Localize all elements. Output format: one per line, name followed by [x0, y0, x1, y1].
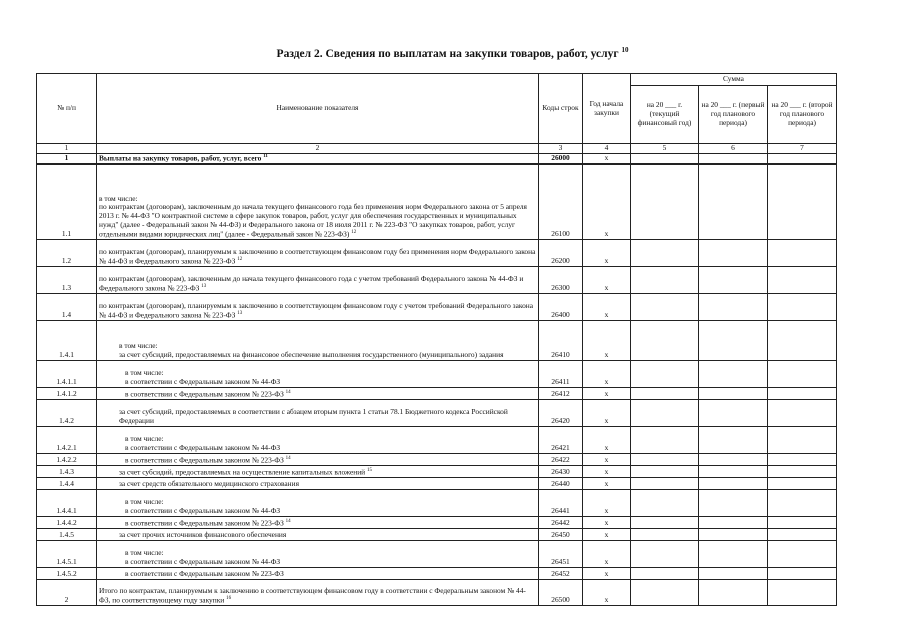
- table-row: [37, 489, 837, 516]
- row-name-text: в соответствии с Федеральным законом № 223-ФЗ: [125, 568, 284, 578]
- row-number: 1.4.4.1: [37, 489, 97, 516]
- row-code: 26421: [539, 426, 583, 453]
- row-code: 26100: [539, 164, 583, 239]
- table-row: [37, 465, 837, 477]
- sum-current-year-cell: [631, 516, 699, 528]
- row-name: [97, 360, 539, 387]
- table-row: [37, 540, 837, 567]
- row-number: 1.4.4.2: [37, 516, 97, 528]
- row-code: 26422: [539, 453, 583, 465]
- row-code: 26500: [539, 579, 583, 605]
- row-name: [97, 477, 539, 489]
- row-year-mark: x: [583, 477, 631, 489]
- sum-first-plan-year-cell: [699, 579, 768, 605]
- row-year-mark: x: [583, 154, 631, 165]
- sum-current-year-cell: [631, 567, 699, 579]
- section-title-text: Раздел 2. Сведения по выплатам на закупки товаров, работ, услуг: [276, 47, 619, 60]
- row-code: 26400: [539, 293, 583, 320]
- header-code: Коды строк: [539, 74, 583, 144]
- row-name-text: в соответствии с Федеральным законом № 44-ФЗ: [125, 505, 281, 515]
- sum-second-plan-year-cell: [768, 387, 837, 399]
- row-footnote: 16: [226, 595, 232, 601]
- sum-second-plan-year-cell: [768, 426, 837, 453]
- table-row: [37, 239, 837, 266]
- row-number: 1.4.1: [37, 320, 97, 360]
- row-footnote: 13: [201, 283, 207, 289]
- sum-first-plan-year-cell: [699, 540, 768, 567]
- sum-first-plan-year-cell: [699, 489, 768, 516]
- row-footnote: 14: [285, 389, 291, 395]
- sum-current-year-cell: [631, 540, 699, 567]
- row-name: [97, 567, 539, 579]
- sum-first-plan-year-cell: [699, 387, 768, 399]
- sum-second-plan-year-cell: [768, 567, 837, 579]
- row-number: 2: [37, 579, 97, 605]
- row-year-mark: x: [583, 387, 631, 399]
- row-footnote: 14: [285, 455, 291, 461]
- header-col5: на 20 ___ г. (текущий финансовый год): [631, 86, 699, 144]
- row-footnote: 14: [285, 518, 291, 524]
- colnum: 7: [768, 144, 837, 154]
- row-number: 1.4.1.2: [37, 387, 97, 399]
- row-name: [97, 164, 539, 239]
- row-name-text: Выплаты на закупку товаров, работ, услуг, всего: [99, 153, 262, 163]
- row-prefix: в том числе:: [99, 193, 138, 203]
- header-col6: на 20 ___ г. (первый год планового периода): [699, 86, 768, 144]
- row-year-mark: x: [583, 293, 631, 320]
- row-name: [97, 453, 539, 465]
- table-row: [37, 528, 837, 540]
- row-code: 26440: [539, 477, 583, 489]
- sum-second-plan-year-cell: [768, 540, 837, 567]
- table-row: [37, 579, 837, 605]
- row-year-mark: x: [583, 426, 631, 453]
- row-code: 26412: [539, 387, 583, 399]
- row-name-text: в соответствии с Федеральным законом № 223-ФЗ: [125, 454, 284, 464]
- sum-second-plan-year-cell: [768, 399, 837, 426]
- sum-first-plan-year-cell: [699, 567, 768, 579]
- sum-current-year-cell: [631, 528, 699, 540]
- row-footnote: 15: [366, 467, 372, 473]
- sum-current-year-cell: [631, 239, 699, 266]
- row-prefix: в том числе:: [125, 548, 164, 558]
- row-year-mark: x: [583, 360, 631, 387]
- row-name: [97, 579, 539, 605]
- sum-second-plan-year-cell: [768, 453, 837, 465]
- row-number: 1: [37, 154, 97, 165]
- row-name: [97, 489, 539, 516]
- sum-first-plan-year-cell: [699, 239, 768, 266]
- row-name-text: Итого по контрактам, планируемым к заключению в соответствующем финансовом году в соответствии с Федеральным законом № 44-ФЗ, по соответствующему году закупки: [99, 585, 526, 604]
- row-name: [97, 387, 539, 399]
- row-name: [97, 154, 539, 165]
- row-name-text: в соответствии с Федеральным законом № 44-ФЗ: [125, 376, 281, 386]
- table-row: [37, 399, 837, 426]
- sum-second-plan-year-cell: [768, 489, 837, 516]
- colnum: 4: [583, 144, 631, 154]
- row-year-mark: x: [583, 567, 631, 579]
- table-row: [37, 453, 837, 465]
- sum-first-plan-year-cell: [699, 516, 768, 528]
- sum-current-year-cell: [631, 360, 699, 387]
- row-number: 1.4.2.1: [37, 426, 97, 453]
- row-year-mark: x: [583, 164, 631, 239]
- sum-current-year-cell: [631, 477, 699, 489]
- row-name: [97, 239, 539, 266]
- sum-current-year-cell: [631, 320, 699, 360]
- row-code: 26451: [539, 540, 583, 567]
- row-code: 26441: [539, 489, 583, 516]
- row-year-mark: x: [583, 239, 631, 266]
- row-year-mark: x: [583, 320, 631, 360]
- table-row: [37, 360, 837, 387]
- sum-current-year-cell: [631, 164, 699, 239]
- row-code: 26452: [539, 567, 583, 579]
- row-name-text: по контрактам (договорам), планируемым к заключению в соответствующем финансовом году без применения норм Федерального закона № 44-ФЗ и Федерального закона № 223-ФЗ: [99, 246, 536, 265]
- row-year-mark: x: [583, 453, 631, 465]
- table-row: [37, 567, 837, 579]
- sum-second-plan-year-cell: [768, 465, 837, 477]
- sum-first-plan-year-cell: [699, 293, 768, 320]
- sum-second-plan-year-cell: [768, 266, 837, 293]
- table-row: [37, 320, 837, 360]
- table-row: [37, 293, 837, 320]
- row-name-text: за счет субсидий, предоставляемых на осуществление капитальных вложений: [119, 466, 366, 476]
- row-year-mark: x: [583, 399, 631, 426]
- sum-first-plan-year-cell: [699, 426, 768, 453]
- row-code: 26420: [539, 399, 583, 426]
- row-name-text: за счет субсидий, предоставляемых в соответствии с абзацем вторым пункта 1 статьи 78.1 Бюджетного кодекса Российской Федерации: [119, 407, 508, 425]
- sum-current-year-cell: [631, 453, 699, 465]
- row-prefix: в том числе:: [119, 341, 158, 351]
- header-name: Наименование показателя: [97, 74, 539, 144]
- sum-second-plan-year-cell: [768, 360, 837, 387]
- table-row: [37, 426, 837, 453]
- row-name-text: в соответствии с Федеральным законом № 223-ФЗ: [125, 517, 284, 527]
- row-name: [97, 528, 539, 540]
- row-number: 1.4.5.1: [37, 540, 97, 567]
- table-row: [37, 387, 837, 399]
- colnum: 1: [37, 144, 97, 154]
- sum-current-year-cell: [631, 579, 699, 605]
- row-name-text: в соответствии с Федеральным законом № 44-ФЗ: [125, 556, 281, 566]
- sum-second-plan-year-cell: [768, 320, 837, 360]
- table-row: [37, 164, 837, 239]
- sum-first-plan-year-cell: [699, 453, 768, 465]
- sum-current-year-cell: [631, 266, 699, 293]
- row-name: [97, 399, 539, 426]
- header-year: Год начала закупки: [583, 74, 631, 144]
- sum-first-plan-year-cell: [699, 320, 768, 360]
- row-name-text: в соответствии с Федеральным законом № 223-ФЗ: [125, 388, 284, 398]
- row-number: 1.4.1.1: [37, 360, 97, 387]
- row-number: 1.4.5: [37, 528, 97, 540]
- table-row: [37, 266, 837, 293]
- row-name-text: за счет субсидий, предоставляемых на финансовое обеспечение выполнения государственного (муниципального) задания: [119, 349, 504, 359]
- sum-first-plan-year-cell: [699, 399, 768, 426]
- row-code: 26430: [539, 465, 583, 477]
- sum-first-plan-year-cell: [699, 477, 768, 489]
- colnum: 3: [539, 144, 583, 154]
- row-code: 26411: [539, 360, 583, 387]
- row-year-mark: x: [583, 465, 631, 477]
- row-number: 1.4.3: [37, 465, 97, 477]
- row-year-mark: x: [583, 516, 631, 528]
- sum-current-year-cell: [631, 154, 699, 165]
- sum-second-plan-year-cell: [768, 528, 837, 540]
- row-code: 26300: [539, 266, 583, 293]
- row-number: 1.1: [37, 164, 97, 239]
- row-name: [97, 540, 539, 567]
- sum-current-year-cell: [631, 489, 699, 516]
- sum-first-plan-year-cell: [699, 528, 768, 540]
- row-prefix: в том числе:: [125, 434, 164, 444]
- sum-first-plan-year-cell: [699, 266, 768, 293]
- sum-current-year-cell: [631, 293, 699, 320]
- row-name: [97, 516, 539, 528]
- colnum: 6: [699, 144, 768, 154]
- row-code: 26450: [539, 528, 583, 540]
- row-code: 26200: [539, 239, 583, 266]
- row-name: [97, 266, 539, 293]
- row-name: [97, 320, 539, 360]
- column-numbers-row: [37, 144, 837, 154]
- row-year-mark: x: [583, 489, 631, 516]
- row-prefix: в том числе:: [125, 497, 164, 507]
- row-code: 26000: [539, 154, 583, 165]
- row-code: 26442: [539, 516, 583, 528]
- sum-second-plan-year-cell: [768, 579, 837, 605]
- row-number: 1.4.2: [37, 399, 97, 426]
- row-number: 1.2: [37, 239, 97, 266]
- colnum: 2: [97, 144, 539, 154]
- sum-second-plan-year-cell: [768, 516, 837, 528]
- row-number: 1.4: [37, 293, 97, 320]
- row-footnote: 13: [237, 310, 243, 316]
- row-name: [97, 293, 539, 320]
- row-name-text: по контрактам (договорам), планируемым к заключению в соответствующем финансовом году с учетом требований Федерального закона № 44-ФЗ и Федерального закона № 223-ФЗ: [99, 300, 534, 319]
- table-row: [37, 477, 837, 489]
- row-year-mark: x: [583, 579, 631, 605]
- row-number: 1.4.4: [37, 477, 97, 489]
- row-name: [97, 426, 539, 453]
- row-year-mark: x: [583, 528, 631, 540]
- sum-second-plan-year-cell: [768, 477, 837, 489]
- row-name-text: за счет прочих источников финансового обеспечения: [119, 529, 287, 539]
- sum-first-plan-year-cell: [699, 360, 768, 387]
- table-row: [37, 154, 837, 165]
- header-col7: на 20 ___ г. (второй год планового периода): [768, 86, 837, 144]
- row-code: 26410: [539, 320, 583, 360]
- sum-current-year-cell: [631, 399, 699, 426]
- row-name-text: за счет средств обязательного медицинского страхования: [119, 478, 299, 488]
- row-number: 1.4.2.2: [37, 453, 97, 465]
- section-title: [0, 46, 905, 60]
- sum-second-plan-year-cell: [768, 293, 837, 320]
- sum-current-year-cell: [631, 465, 699, 477]
- header-num: № п/п: [37, 74, 97, 144]
- row-footnote: 11: [263, 154, 268, 159]
- row-footnote: 12: [237, 256, 243, 262]
- section-title-footnote: 10: [621, 46, 629, 54]
- sum-second-plan-year-cell: [768, 239, 837, 266]
- row-prefix: в том числе:: [125, 368, 164, 378]
- sum-second-plan-year-cell: [768, 154, 837, 165]
- sum-first-plan-year-cell: [699, 154, 768, 165]
- sum-first-plan-year-cell: [699, 465, 768, 477]
- row-year-mark: x: [583, 540, 631, 567]
- row-number: 1.3: [37, 266, 97, 293]
- sum-second-plan-year-cell: [768, 164, 837, 239]
- row-name-text: по контрактам (договорам), заключенным до начала текущего финансового года с учетом требований Федерального закона № 44-ФЗ и Федерального закона № 223-ФЗ: [99, 273, 524, 292]
- row-name: [97, 465, 539, 477]
- row-number: 1.4.5.2: [37, 567, 97, 579]
- row-name-text: по контрактам (договорам), заключенным до начала текущего финансового года без применения норм Федерального закона от 5 апреля 2013 г. № 44-ФЗ "О контрактной системе в сфере закупок товаров, работ, услуг для обеспечения государственных и муниципальных нужд" (далее - Федеральный закон № 44-ФЗ) и Федерального закона от 18 июля 2011 г. № 223-ФЗ "О закупках товаров, работ, услуг отдельными видами юридических лиц" (далее - Федеральный закон № 223-ФЗ): [99, 202, 527, 238]
- header-sum: Сумма: [631, 74, 837, 86]
- colnum: 5: [631, 144, 699, 154]
- sum-current-year-cell: [631, 426, 699, 453]
- table-row: [37, 516, 837, 528]
- sum-first-plan-year-cell: [699, 164, 768, 239]
- row-name-text: в соответствии с Федеральным законом № 44-ФЗ: [125, 442, 281, 452]
- row-year-mark: x: [583, 266, 631, 293]
- row-footnote: 12: [351, 229, 357, 235]
- payments-table: [36, 73, 837, 606]
- sum-current-year-cell: [631, 387, 699, 399]
